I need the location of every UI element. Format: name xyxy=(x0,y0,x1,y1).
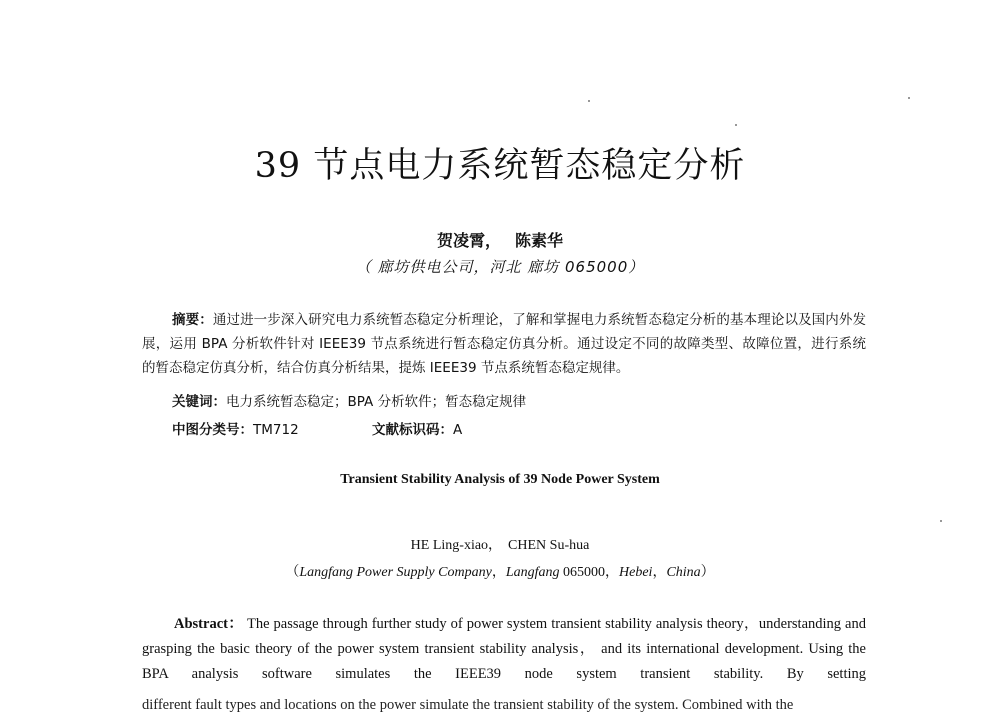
scan-speck xyxy=(588,100,590,102)
paren-close: ） xyxy=(700,565,715,580)
clc-label: 中图分类号： xyxy=(172,422,253,438)
authors-cn xyxy=(0,228,1000,251)
scan-speck xyxy=(940,520,942,522)
keywords-cn xyxy=(142,390,896,414)
classification-cn xyxy=(142,418,896,442)
scan-speck xyxy=(908,97,910,99)
affiliation-cn: （ 廊坊供电公司，河北 廊坊 065000） xyxy=(355,258,645,276)
affil-sep: ， xyxy=(491,565,506,580)
paren-open: （ xyxy=(285,565,300,580)
affil-sep: ， xyxy=(652,565,667,580)
affil-code: 065000， xyxy=(559,565,619,580)
doc-code-value: A xyxy=(453,422,463,438)
doc-code xyxy=(372,418,462,442)
abstract-en-cut-line: different fault types and locations on the power simulate the transient stability of the system. Combined with the xyxy=(142,697,794,713)
affiliation-en xyxy=(0,561,1000,581)
authors-en xyxy=(0,534,1000,554)
abstract-en-label: Abstract： xyxy=(174,616,244,632)
scan-speck xyxy=(735,124,737,126)
keywords-cn-label: 关键词： xyxy=(172,394,226,410)
author-en-1: HE Ling-xiao， xyxy=(410,538,503,553)
abstract-en xyxy=(142,612,866,687)
clc-value: TM712 xyxy=(253,422,299,438)
affil-company: Langfang Power Supply Company xyxy=(299,565,492,580)
abstract-cn xyxy=(142,308,866,380)
keywords-cn-text: 电力系统暂态稳定；BPA 分析软件；暂态稳定规律 xyxy=(226,394,527,410)
author-cn-1: 贺凌霄， xyxy=(436,231,501,250)
doc-code-label: 文献标识码： xyxy=(372,422,453,438)
affil-country: China xyxy=(666,565,701,580)
abstract-cn-text: 通过进一步深入研究电力系统暂态稳定分析理论，了解和掌握电力系统暂态稳定分析的基本理论以及国内外发展，运用 BPA 分析软件针对 IEEE39 节点系统进行暂态稳定仿真分析。通过设定不同的故障类型、故障位置，进行系统的暂态稳定仿真分析，结合仿真分析结果，提炼 IEEE39 节点系统暂态稳定规律。 xyxy=(142,312,867,376)
affil-city: Langfang xyxy=(505,565,560,580)
paper-title-cn: 39 节点电力系统暂态稳定分析 xyxy=(254,146,746,186)
abstract-cn-label: 摘要： xyxy=(172,312,213,328)
abstract-en-text: The passage through further study of power system transient stability analysis theory，understanding and grasping the basic theory of the power system transient stability analysis， and its international development. Using the BPA analysis software simulates the IEEE39 node system transient stability. By setting xyxy=(142,616,866,682)
affil-province: Hebei xyxy=(619,565,653,580)
paper-title-en: Transient Stability Analysis of 39 Node Power System xyxy=(340,472,660,487)
author-cn-2: 陈素华 xyxy=(515,231,564,250)
author-en-2: CHEN Su-hua xyxy=(508,538,590,553)
